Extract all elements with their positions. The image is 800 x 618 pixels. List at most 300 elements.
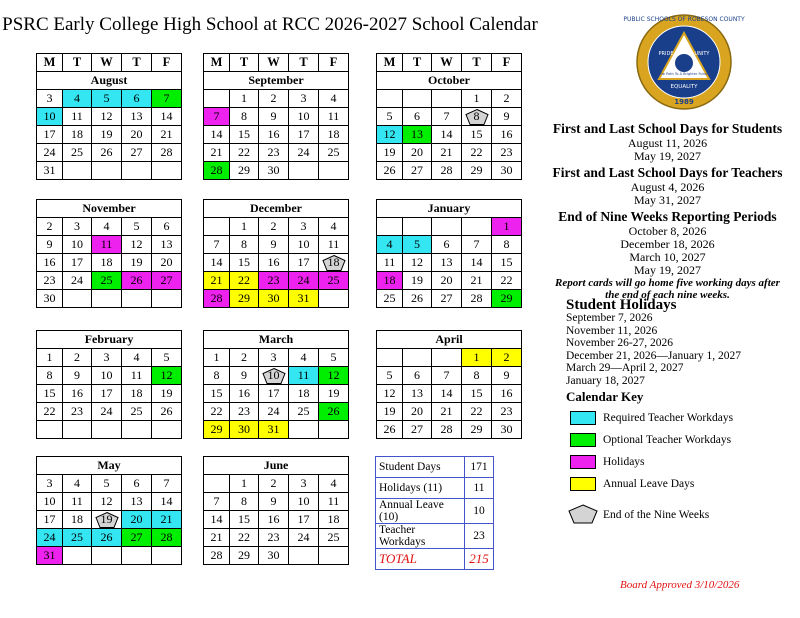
day-number: 26 [100,145,113,159]
weekday-header: F [492,54,522,72]
day-number: 17 [297,255,310,269]
day-cell [37,108,63,126]
day-cell [403,349,432,367]
week-row [204,511,349,529]
day-number: 20 [160,255,173,269]
day-number: 5 [103,91,110,105]
day-number: 15 [500,255,513,269]
day-number: 13 [411,127,423,141]
week-row [377,162,522,180]
day-number: 14 [160,494,173,508]
day-number: 3 [300,91,307,105]
day-number: 18 [327,255,340,269]
week-row [377,421,522,439]
day-cell [37,511,63,529]
key-label-optional: Optional Teacher Workdays [603,434,732,446]
day-cell [152,475,182,493]
day-number: 25 [327,273,340,287]
week-row [37,385,182,403]
day-number: 3 [270,350,277,364]
day-number: 24 [43,145,56,159]
day-cell [432,236,462,254]
day-cell [403,90,432,108]
day-number: 28 [210,291,223,305]
day-cell [432,272,462,290]
weekday-header: T [462,54,492,72]
day-cell [92,475,122,493]
weekday-header: T [289,54,319,72]
day-cell [37,367,63,385]
day-number: 2 [46,219,53,233]
day-cell [37,144,63,162]
day-cell [92,162,122,180]
day-number: 25 [100,273,113,287]
day-cell [319,475,349,493]
day-cell [37,421,63,439]
week-row [204,475,349,493]
day-cell [37,162,63,180]
day-cell [204,144,230,162]
day-number: 10 [297,109,310,123]
day-cell [230,385,259,403]
day-number: 2 [503,350,510,364]
day-cell [377,108,403,126]
day-number: 8 [241,494,247,508]
day-number: 16 [267,512,280,526]
day-cell [92,90,122,108]
week-row [377,385,522,403]
day-cell [37,272,63,290]
week-row [37,403,182,421]
day-number: 9 [46,237,53,251]
week-row [204,272,349,290]
day-number: 23 [238,404,250,418]
day-number: 21 [210,145,223,159]
day-cell [289,90,319,108]
week-row [377,290,522,308]
key-label-end-nine-weeks: End of the Nine Weeks [603,509,710,521]
day-cell [63,421,92,439]
month-name: September [204,72,349,90]
day-cell [492,162,522,180]
day-number: 12 [383,127,396,141]
day-cell [122,108,152,126]
day-number: 9 [241,368,247,382]
day-cell [462,367,492,385]
weekday-header: F [152,54,182,72]
day-cell [403,218,432,236]
day-cell [403,254,432,272]
day-number: 13 [160,237,173,251]
day-cell [319,236,349,254]
day-cell [377,162,403,180]
day-number: 8 [213,368,220,382]
svg-text:PUBLIC SCHOOLS OF ROBESON COUN: PUBLIC SCHOOLS OF ROBESON COUNTY [623,16,745,23]
day-number: 24 [297,145,310,159]
day-number: 20 [411,145,423,159]
day-cell [259,385,289,403]
day-number: 19 [100,512,113,526]
day-cell [92,385,122,403]
day-cell [122,403,152,421]
month-march [203,330,349,439]
day-cell [152,162,182,180]
day-cell [289,493,319,511]
day-number: 21 [440,145,453,159]
day-number: 9 [270,237,277,251]
day-number: 16 [71,386,83,400]
day-number: 23 [500,404,513,418]
day-cell [289,162,319,180]
svg-text:The Path To A Brighter Future: The Path To A Brighter Future [658,72,710,76]
day-number: 17 [297,512,310,526]
day-cell [289,144,319,162]
day-cell [259,236,289,254]
svg-text:PRIDE: PRIDE [658,51,674,57]
day-number: 4 [330,91,337,105]
day-number: 16 [267,255,280,269]
day-number: 12 [100,109,113,123]
day-number: 26 [383,163,396,177]
day-number: 3 [300,476,307,490]
day-cell [92,547,122,565]
week-row [204,290,349,308]
day-cell [403,108,432,126]
day-cell [432,108,462,126]
day-cell [377,403,403,421]
week-row [37,108,182,126]
day-number: 27 [411,163,423,177]
day-cell [152,126,182,144]
weekday-header: T [403,54,432,72]
week-row [204,254,349,272]
day-number: 17 [267,386,280,400]
day-cell [319,493,349,511]
day-number: 7 [163,476,170,490]
day-cell [289,218,319,236]
day-number: 6 [133,476,140,490]
day-cell [152,511,182,529]
day-number: 5 [103,476,110,490]
weekday-header: W [92,54,122,72]
key-swatch-required [570,411,596,425]
day-number: 28 [470,291,483,305]
week-row [377,254,522,272]
day-number: 8 [473,368,480,382]
day-number: 13 [411,386,423,400]
day-number: 22 [238,273,250,287]
day-cell [63,290,92,308]
day-cell [403,236,432,254]
week-row [204,421,349,439]
day-number: 6 [163,219,170,233]
day-cell [122,475,152,493]
month-december [203,199,349,308]
day-cell [63,162,92,180]
day-cell [204,475,230,493]
day-number: 5 [163,350,170,364]
weekday-header: M [37,54,63,72]
day-cell [259,493,289,511]
day-number: 12 [130,237,143,251]
day-number: 15 [470,386,483,400]
day-number: 3 [74,219,80,233]
day-number: 25 [327,145,340,159]
day-number: 3 [46,91,53,105]
day-number: 22 [238,145,250,159]
day-cell [37,547,63,565]
holidays-heading: Student Holidays [566,297,677,313]
day-cell [230,421,259,439]
day-cell [92,236,122,254]
day-number: 10 [297,237,310,251]
day-cell [122,162,152,180]
day-number: 4 [74,91,80,105]
reporting-periods-section: End of Nine Weeks Reporting Periods October 8, 2026 December 18, 2026 March 10, 2027 May 19, 2027 Report cards will go home five working days after the end of each nine weeks. [555,209,780,301]
month-name: June [204,457,349,475]
day-number: 7 [443,368,450,382]
day-number: 11 [130,368,143,382]
day-cell [492,218,522,236]
week-row [37,511,182,529]
month-name: October [377,72,522,90]
day-number: 3 [103,350,110,364]
day-cell [492,108,522,126]
day-number: 26 [130,273,143,287]
day-number: 30 [238,422,250,436]
page-title: PSRC Early College High School at RCC 2026-2027 School Calendar [2,14,538,35]
weekday-header: F [319,54,349,72]
day-cell [289,367,319,385]
day-cell [462,144,492,162]
day-cell [377,421,403,439]
day-number: 25 [130,404,143,418]
day-cell [259,218,289,236]
day-number: 7 [213,109,220,123]
day-number: 14 [160,109,173,123]
day-cell [122,421,152,439]
day-cell [204,218,230,236]
day-number: 28 [440,163,453,177]
day-number: 27 [411,422,423,436]
day-cell [230,547,259,565]
table-row: Holidays (11) 11 [376,478,494,499]
day-cell [204,421,230,439]
day-number: 3 [46,476,53,490]
day-cell [403,367,432,385]
day-cell [492,367,522,385]
day-cell [289,349,319,367]
day-cell [259,529,289,547]
day-cell [259,403,289,421]
day-cell [492,349,522,367]
day-cell [403,162,432,180]
day-cell [152,90,182,108]
week-row [204,218,349,236]
day-cell [37,529,63,547]
day-cell [92,349,122,367]
day-number: 7 [473,237,480,251]
day-number: 28 [160,530,173,544]
day-number: 20 [411,404,423,418]
day-cell [492,421,522,439]
day-cell [403,126,432,144]
day-number: 10 [43,109,56,123]
week-row [377,218,522,236]
day-cell [377,126,403,144]
day-cell [289,290,319,308]
day-number: 16 [238,386,250,400]
day-cell [259,272,289,290]
day-cell [63,475,92,493]
month-october [376,53,522,180]
day-number: 19 [100,127,113,141]
day-cell [432,403,462,421]
day-cell [122,493,152,511]
day-cell [37,475,63,493]
day-cell [230,493,259,511]
day-number: 20 [130,512,143,526]
day-number: 19 [383,404,396,418]
week-row [37,349,182,367]
day-cell [63,403,92,421]
week-row [377,126,522,144]
day-cell [63,126,92,144]
week-row [204,126,349,144]
day-number: 1 [241,476,247,490]
day-cell [289,475,319,493]
day-number: 11 [327,494,340,508]
day-number: 17 [71,255,83,269]
day-cell [319,126,349,144]
day-number: 15 [43,386,56,400]
day-number: 16 [500,386,513,400]
day-cell [492,90,522,108]
key-label-required: Required Teacher Workdays [603,412,734,424]
weekday-header: T [230,54,259,72]
week-row [204,547,349,565]
day-number: 10 [43,494,56,508]
day-cell [462,254,492,272]
day-cell [259,511,289,529]
day-number: 2 [270,219,277,233]
month-name: April [377,331,522,349]
day-cell [63,493,92,511]
day-cell [259,547,289,565]
day-number: 28 [440,422,453,436]
day-number: 1 [473,91,480,105]
day-number: 22 [238,530,250,544]
day-number: 11 [297,368,310,382]
day-cell [122,218,152,236]
day-cell [432,421,462,439]
day-number: 21 [210,530,223,544]
day-cell [432,126,462,144]
day-number: 22 [500,273,513,287]
day-number: 14 [440,127,453,141]
day-number: 12 [383,386,396,400]
day-number: 29 [238,548,250,562]
day-number: 22 [470,145,483,159]
day-number: 18 [71,512,83,526]
day-number: 31 [43,163,56,177]
day-cell [230,475,259,493]
day-cell [92,254,122,272]
day-number: 24 [297,530,310,544]
day-cell [152,218,182,236]
day-cell [259,475,289,493]
day-cell [122,349,152,367]
day-number: 27 [160,273,173,287]
week-row [204,367,349,385]
day-number: 4 [74,476,80,490]
day-cell [319,144,349,162]
day-cell [63,385,92,403]
week-row [377,90,522,108]
day-number: 13 [130,109,143,123]
day-cell [204,511,230,529]
day-number: 25 [297,404,310,418]
week-row [204,90,349,108]
week-row [377,367,522,385]
week-row [37,421,182,439]
day-number: 18 [100,255,113,269]
day-number: 5 [133,219,140,233]
day-number: 26 [160,404,173,418]
day-number: 6 [414,109,420,123]
svg-text:1989: 1989 [674,98,694,106]
day-cell [204,290,230,308]
day-cell [63,511,92,529]
week-row [377,403,522,421]
day-number: 31 [267,422,280,436]
day-number: 24 [100,404,113,418]
day-cell [204,126,230,144]
month-september [203,53,349,180]
day-cell [152,144,182,162]
svg-text:EQUALITY: EQUALITY [670,84,698,90]
day-cell [319,272,349,290]
day-number: 9 [503,109,510,123]
day-cell [63,272,92,290]
day-number: 26 [100,530,113,544]
day-number: 21 [160,127,173,141]
day-number: 3 [300,219,307,233]
week-row [37,493,182,511]
day-cell [230,367,259,385]
week-row [204,493,349,511]
weekday-header: M [377,54,403,72]
day-number: 30 [267,163,280,177]
day-number: 1 [473,350,480,364]
day-cell [204,236,230,254]
day-cell [230,126,259,144]
day-cell [63,367,92,385]
day-number: 21 [440,404,453,418]
month-name: November [37,200,182,218]
day-cell [92,367,122,385]
day-number: 9 [503,368,510,382]
day-cell [122,272,152,290]
day-number: 23 [500,145,513,159]
day-cell [37,90,63,108]
day-number: 12 [411,255,423,269]
day-cell [92,290,122,308]
month-name: February [37,331,182,349]
day-number: 15 [470,127,483,141]
day-cell [403,272,432,290]
day-cell [204,547,230,565]
